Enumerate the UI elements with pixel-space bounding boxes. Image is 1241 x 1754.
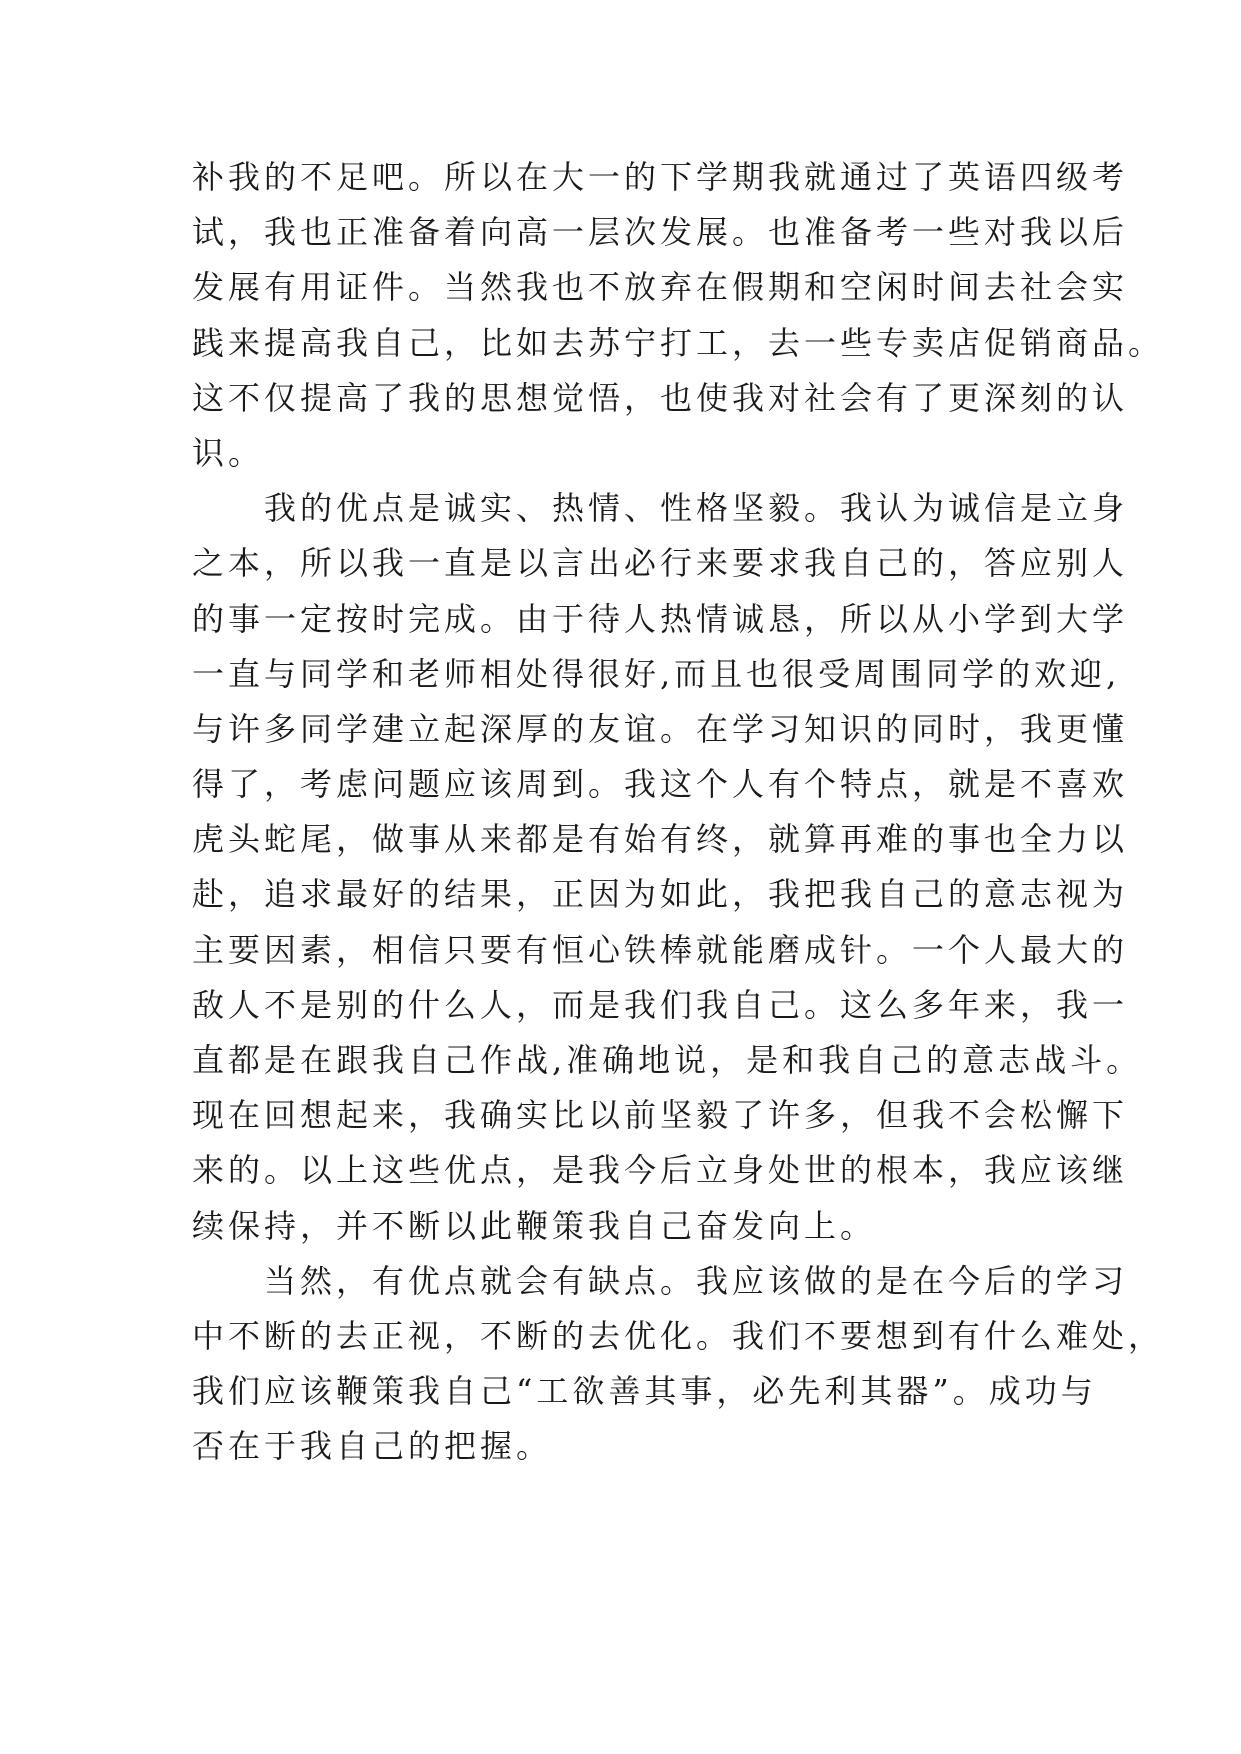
text-line: 践来提高我自己，比如去苏宁打工，去一些专卖店促销商品。	[192, 323, 1165, 362]
text-line: 来的。以上这些优点，是我今后立身处世的根本，我应该继	[192, 1151, 1129, 1190]
body-text	[192, 150, 1165, 1475]
text-line: 敌人不是别的什么人，而是我们我自己。这么多年来，我一	[192, 985, 1129, 1024]
text-line: 试，我也正准备着向高一层次发展。也准备考一些对我以后	[192, 213, 1129, 252]
text-line: 主要因素，相信只要有恒心铁棒就能磨成针。一个人最大的	[192, 930, 1129, 969]
text-line: 补我的不足吧。所以在大一的下学期我就通过了英语四级考	[192, 158, 1129, 196]
text-line: 赴，追求最好的结果，正因为如此，我把我自己的意志视为	[192, 875, 1129, 914]
text-line: 得了，考虑问题应该周到。我这个人有个特点，就是不喜欢	[192, 765, 1129, 804]
text-line: 当然，有优点就会有缺点。我应该做的是在今后的学习	[192, 1261, 1129, 1300]
text-line: 我们应该鞭策我自己“工欲善其事，必先利其器”。成功与	[192, 1372, 1097, 1411]
text-line: 现在回想起来，我确实比以前坚毅了许多，但我不会松懈下	[192, 1096, 1129, 1135]
text-line: 一直与同学和老师相处得很好,而且也很受周围同学的欢迎,	[192, 654, 1121, 693]
text-line: 发展有用证件。当然我也不放弃在假期和空闲时间去社会实	[192, 268, 1129, 307]
text-line: 与许多同学建立起深厚的友谊。在学习知识的同时，我更懂	[192, 709, 1129, 748]
text-line: 这不仅提高了我的思想觉悟，也使我对社会有了更深刻的认	[192, 378, 1129, 417]
text-line: 否在于我自己的把握。	[192, 1427, 553, 1466]
text-line: 直都是在跟我自己作战,准确地说，是和我自己的意志战斗。	[192, 1041, 1143, 1079]
text-line: 续保持，并不断以此鞭策我自己奋发向上。	[192, 1206, 877, 1245]
text-line: 识。	[192, 433, 265, 472]
text-line: 虎头蛇尾，做事从来都是有始有终，就算再难的事也全力以	[192, 820, 1129, 859]
text-line: 中不断的去正视，不断的去优化。我们不要想到有什么难处，	[192, 1316, 1165, 1355]
text-line: 的事一定按时完成。由于待人热情诚恳，所以从小学到大学	[192, 599, 1129, 638]
text-line: 之本，所以我一直是以言出必行来要求我自己的，答应别人	[192, 544, 1129, 583]
text-line: 我的优点是诚实、热情、性格坚毅。我认为诚信是立身	[192, 489, 1129, 528]
